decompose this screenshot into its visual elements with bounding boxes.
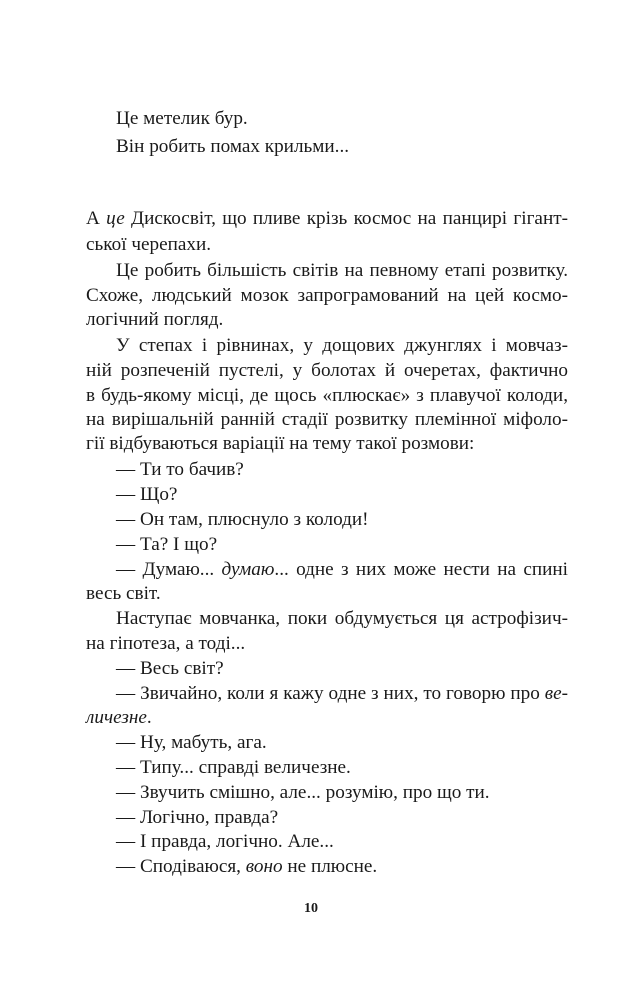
- text-line: Наступає мовчанка, поки обдумується ця астрофізич-: [116, 608, 568, 629]
- dialogue-line: — Що?: [116, 484, 178, 505]
- dialogue-line: — Звучить смішно, але... розумію, про що ти.: [116, 782, 490, 803]
- epigraph-line: Він робить помах крильми...: [116, 136, 350, 157]
- dialogue-line: весь світ.: [86, 583, 161, 604]
- dialogue-line: — Звичайно, коли я кажу одне з них, то говорю про ве-: [116, 683, 568, 704]
- dialogue-line: — Сподіваюся, воно не плюсне.: [116, 856, 378, 877]
- text-line: А це Дискосвіт, що пливе крізь космос на панцирі гігант-: [86, 208, 568, 229]
- dialogue-line: — Он там, плюснуло з колоди!: [116, 509, 369, 530]
- text-line: на гіпотеза, а тоді...: [86, 633, 246, 654]
- text-line: Схоже, людський мозок запрограмований на цей космо-: [86, 285, 568, 306]
- text-line: на вирішальній ранній стадії розвитку племінної міфоло-: [86, 409, 568, 430]
- dialogue-line: — Весь світ?: [116, 658, 224, 679]
- page-number: 10: [304, 901, 318, 916]
- text-line: Це робить більшість світів на певному етапі розвитку.: [116, 260, 568, 281]
- dialogue-line: — Ну, мабуть, ага.: [116, 732, 267, 753]
- text-line: гії відбуваються варіації на тему такої розмови:: [86, 433, 475, 454]
- dialogue-line: — І правда, логічно. Але...: [116, 831, 334, 852]
- text-line: логічний погляд.: [86, 309, 224, 330]
- dialogue-line: — Логічно, правда?: [116, 807, 279, 828]
- dialogue-line: личезне.: [86, 707, 152, 728]
- dialogue-line: — Ти то бачив?: [116, 459, 244, 480]
- dialogue-line: — Та? І що?: [116, 534, 218, 555]
- text-line: ської черепахи.: [86, 234, 212, 255]
- dialogue-line: — Думаю... думаю... одне з них може нести на спині: [116, 559, 568, 580]
- epigraph-line: Це метелик бур.: [116, 108, 248, 129]
- text-line: У степах і рівнинах, у дощових джунглях і мовчаз-: [116, 335, 568, 356]
- text-line: ній розпеченій пустелі, у болотах й очеретах, фактично: [86, 360, 568, 381]
- dialogue-line: — Типу... справді величезне.: [116, 757, 351, 778]
- text-line: в будь-якому місці, де щось «плюскає» з плавучої колоди,: [86, 385, 568, 406]
